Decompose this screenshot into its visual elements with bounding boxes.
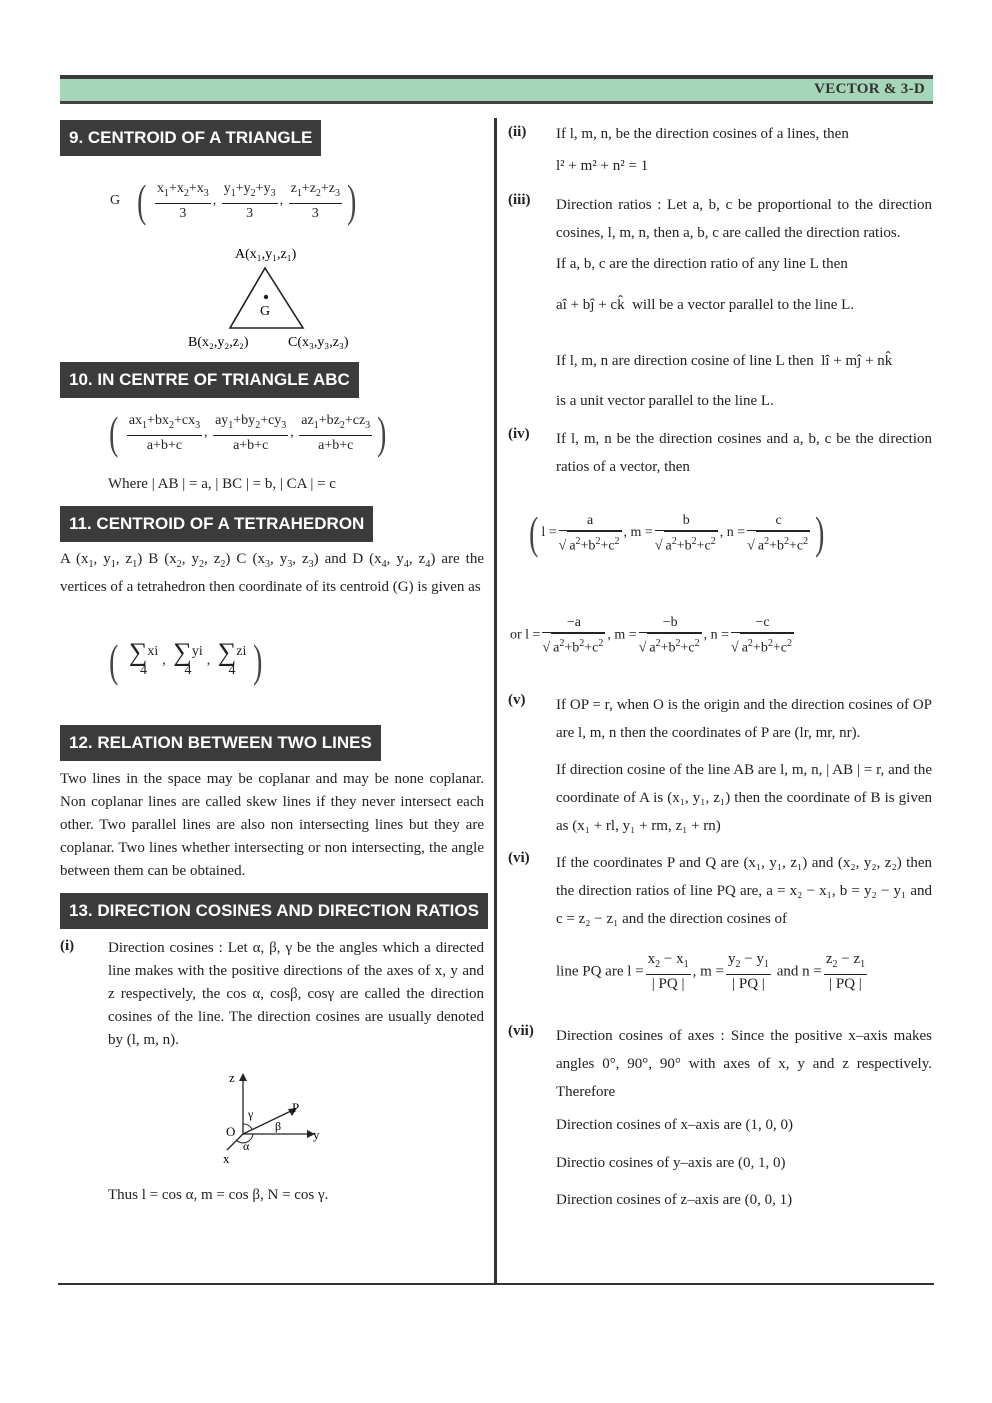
item-iii-label: (iii) [508, 192, 531, 208]
column-divider [494, 118, 497, 1284]
item-iv-label: (iv) [508, 426, 530, 442]
item-vi-label: (vi) [508, 850, 530, 866]
origin-label: O [226, 1124, 236, 1139]
item-iv-text: If l, m, n be the direction cosines and a, b, c be the direction ratios of a vector, then [556, 431, 932, 475]
section-9-heading: 9. CENTROID OF A TRIANGLE [60, 120, 321, 156]
item-iii-text2: If a, b, c are the direction ratio of any line L then [556, 256, 848, 272]
x-axis-cosines: Direction cosines of x–axis are (1, 0, 0) [556, 1117, 794, 1133]
header-title: VECTOR & 3-D [814, 81, 925, 97]
incentre-where: Where | AB | = a, | BC | = b, | CA | = c [108, 476, 336, 492]
item-vi-text1: If the coordinates P and Q are (x₁, y₁, z₁) and (x₂, y₂, z₂) then the direction ratios of line PQ are, a = x₂ − x₁, b = y₂ − y₁ and c = z₂ − z₁ and the direction cosines of [556, 855, 932, 927]
alpha-label: α [243, 1139, 250, 1153]
direction-cosine-formula: ( l = $\frac{a}{√ a^2+b^2+c^2}$ , m = $\frac{b}{√ a^2+b^2+c^2}$ , n = $\frac{c}{√ a^2+b^2+c^2}$ ) [529, 507, 825, 558]
item-i-text: Direction cosines : Let α, β, γ be the angles which a directed line makes with the positive directions of the axes of x, y and z respectively, the cos α, cosβ, cosγ are called the direction cosines of the line. The direction cosines are usually denoted by (l, m, n). [108, 940, 484, 1048]
item-vii-text1: Direction cosines of axes : Since the positive x–axis makes angles 0°, 90°, 90° with axes of x, y and z respectively. Therefore [556, 1028, 932, 1100]
section-11-heading: 11. CENTROID OF A TETRAHEDRON [60, 506, 373, 542]
item-v-label: (v) [508, 692, 526, 708]
axis-y-label: y [313, 1127, 320, 1142]
two-lines-text: Two lines in the space may be coplanar and may be none coplanar. Non coplanar lines are called skew lines if they never intersect each other. Two parallel lines are also non intersecting lines but they are coplanar. Two lines whether intersecting or non intersecting, the angle between them can be obtained. [60, 771, 484, 879]
bottom-rule [58, 1283, 934, 1285]
item-vii-label: (vii) [508, 1023, 534, 1039]
item-ii-text: If l, m, n, be the direction cosines of a lines, then [556, 126, 849, 142]
triangle-diagram [180, 240, 380, 355]
item-ii-label: (ii) [508, 124, 527, 140]
direction-angles-diagram [215, 1068, 335, 1168]
section-13-heading: 13. DIRECTION COSINES AND DIRECTION RATIOS [60, 893, 488, 929]
tetrahedron-formula: ( ∑xi 4 , ∑yi 4 , ∑zi 4 ) [109, 635, 263, 686]
y-axis-cosines: Directio cosines of y–axis are (0, 1, 0) [556, 1155, 786, 1171]
vertex-c: C(x₃,y₃,z₃) [288, 335, 349, 350]
item-i-label: (i) [60, 938, 75, 954]
gamma-label: γ [248, 1107, 254, 1121]
vertex-b: B(x₂,y₂,z₂) [188, 335, 249, 350]
point-p-label: P [292, 1100, 300, 1115]
axis-z-label: z [229, 1070, 235, 1085]
header-band [60, 79, 933, 104]
beta-label: β [275, 1119, 282, 1133]
item-v-text2: If direction cosine of the line AB are l, m, n, | AB | = r, and the coordinate of A is (x₁, y₁, z₁) then the coordinate of B is given as (x₁ + rl, y₁ + rm, z₁ + rn) [556, 762, 932, 834]
item-vi-formula: line PQ are l = $\frac{x_2 - x_1}{| PQ |}$ , m = $\frac{y_2 - y_1}{| PQ |}$ and n = $\frac{z_2 - z_1}{| PQ |}$ [556, 951, 866, 992]
section-12-heading: 12. RELATION BETWEEN TWO LINES [60, 725, 381, 761]
item-ii-eq: l² + m² + n² = 1 [556, 158, 649, 174]
point-g: G [260, 304, 271, 319]
vertex-a: A(x₁,y₁,z₁) [235, 247, 297, 262]
section-10-heading: 10. IN CENTRE OF TRIANGLE ABC [60, 362, 359, 398]
item-iii-text4: If l, m, n are direction cosine of line L then lî + mĵ + nk̂ [556, 353, 893, 369]
z-axis-cosines: Direction cosines of z–axis are (0, 0, 1) [556, 1192, 793, 1208]
item-iii-text5: is a unit vector parallel to the line L. [556, 393, 774, 409]
item-iii-text1: Direction ratios : Let a, b, c be proportional to the direction cosines, l, m, n, then a, b, c are called the direction ratios. [556, 197, 932, 241]
incentre-formula: ( $\frac{ax_1+bx_2+cx_3}{a+b+c}$ , $\frac{ay_1+by_2+cy_3}{a+b+c}$ , $\frac{az_1+bz_2+cz_3}{a+b+c}$ ) [109, 407, 387, 458]
thus-text: Thus l = cos α, m = cos β, N = cos γ. [108, 1187, 329, 1203]
axis-x-label: x [223, 1151, 230, 1166]
tetrahedron-text: A ($x_1$, $y_1$, $z_1$) B ($x_2$, $y_2$, $z_2$) C ($x_3$, $y_3$, $z_3$) and D ($x_4$, $y_4$, $z_4$) are the vertices of a tetrahedron then coordinate of its centroid (G) is given as [60, 551, 485, 595]
item-v-text1: If OP = r, when O is the origin and the direction cosines of OP are l, m, n then the coordinates of P are (lr, mr, nr). [556, 697, 932, 741]
direction-cosine-negative: or l = $\frac{-a}{√ a^2+b^2+c^2}$ , m = $\frac{-b}{√ a^2+b^2+c^2}$ , n = $\frac{-c}{√ a^2+b^2+c^2}$ [510, 615, 792, 656]
item-iii-vector: aî + bĵ + ck̂ will be a vector parallel to the line L. [556, 297, 855, 313]
centroid-formula: G ( $\frac{x_1+x_2+x_3}{3}$ , $\frac{y_1+y_2+y_3}{3}$ , $\frac{z_1+z_2+z_3}{3}$ ) [110, 175, 357, 226]
